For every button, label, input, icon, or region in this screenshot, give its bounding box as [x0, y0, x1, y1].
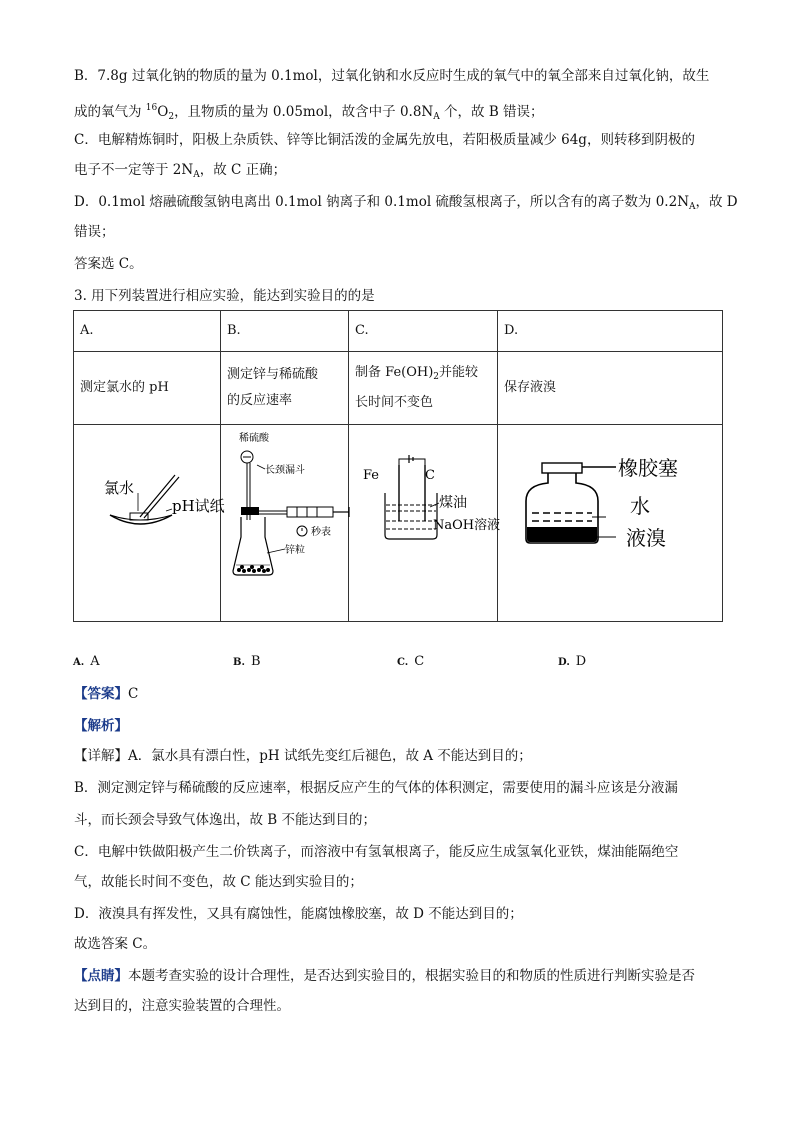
- detail-b-line2: 斗，而长颈会导致气体逸出，故 B 不能达到目的；: [74, 812, 377, 828]
- figure-c: [349, 425, 501, 622]
- label-c: C: [425, 468, 435, 483]
- label-stopwatch: 秒表: [311, 527, 331, 538]
- explanation-c-line1: C．电解精炼铜时，阳极上杂质铁、锌等比铜活泼的金属先放电，若阳极质量减少 64g，则转移到阴极的: [74, 132, 695, 148]
- explanation-c-line2: 电子不一定等于 $2N_A$，故 C 正确；: [74, 162, 287, 180]
- header-d: D.: [498, 311, 723, 352]
- watch-glass-figure: [80, 425, 227, 611]
- purpose-c: 制备 $Fe(OH)_2$并能较 长时间不变色: [349, 352, 498, 425]
- choice-a[interactable]: A. A: [73, 654, 100, 669]
- choice-d[interactable]: D. D: [558, 654, 587, 669]
- bromine-bottle-figure: [504, 425, 729, 611]
- rubber-stopper: [542, 463, 582, 473]
- detail-c-line2: 气，故能长时间不变色，故 C 能达到实验目的；: [74, 874, 363, 890]
- label-dilute-acid: 稀硫酸: [239, 433, 269, 444]
- purpose-d: 保存液溴: [498, 352, 723, 425]
- comment-line2: 达到目的，注意实验装置的合理性。: [74, 998, 290, 1014]
- explanation-d-line1: D．0.1mol 熔融硫酸氢钠电离出 0.1mol 钠离子和 0.1mol 硫酸氢根离子，所以含有的离子数为 $0.2N_A$，故 D: [74, 194, 738, 212]
- explanation-answer: 答案选 C。: [74, 256, 143, 272]
- bromine-liquid: [527, 527, 597, 542]
- header-c: C.: [349, 311, 498, 352]
- comment-line1: 【点睛】本题考查实验的设计合理性，是否达到实验目的，根据实验目的和物质的性质进行判断实验是否: [74, 968, 695, 984]
- label-kerosene: 煤油: [439, 495, 467, 511]
- reaction-rate-figure: [227, 425, 355, 611]
- detail-d: D．液溴具有挥发性，又具有腐蚀性，能腐蚀橡胶塞，故 D 不能达到目的；: [74, 906, 523, 922]
- label-fe: Fe: [363, 468, 380, 483]
- header-a: A.: [74, 311, 221, 352]
- label-zinc: 锌粒: [285, 545, 305, 556]
- label-naoh: NaOH溶液: [433, 518, 501, 533]
- explanation-b-line2: 成的氧气为 $^{16}O_2$，且物质的量为 0.05mol，故含中子 $0.8N_A$ 个，故 B 错误；: [74, 103, 544, 122]
- detail-c-line1: C．电解中铁做阳极产生二价铁离子，而溶液中有氢氧根离子，能反应生成氢氧化亚铁，煤油能隔绝空: [74, 844, 679, 860]
- detail-a: 【详解】A．氯水具有漂白性，pH 试纸先变红后褪色，故 A 不能达到目的；: [74, 748, 532, 764]
- final-answer: 故选答案 C。: [74, 936, 157, 952]
- label-rubber-stopper: 橡胶塞: [618, 456, 678, 480]
- analysis-tag: 【解析】: [74, 718, 128, 734]
- purpose-b: 测定锌与稀硫酸 的反应速率: [221, 352, 349, 425]
- label-funnel: 长颈漏斗: [265, 465, 305, 476]
- figure-a: [74, 425, 225, 622]
- figure-b: [221, 425, 349, 622]
- detail-b-line1: B．测定测定锌与稀硫酸的反应速率，根据反应产生的气体的体积测定，需要使用的漏斗应该是分液漏: [74, 780, 678, 796]
- label-chlorine-water: 氯水: [104, 479, 135, 497]
- choice-b[interactable]: B. B: [233, 654, 261, 669]
- label-bromine: 液溴: [626, 526, 666, 550]
- explanation-d-line2: 错误；: [74, 224, 115, 240]
- figure-d: [498, 425, 723, 622]
- purpose-a: 测定氯水的 pH: [74, 352, 221, 425]
- header-b: B.: [221, 311, 349, 352]
- options-table: [73, 310, 723, 622]
- answer-line: 【答案】C: [74, 686, 139, 702]
- label-ph-paper: pH试纸: [172, 497, 225, 515]
- electrolysis-figure: [355, 425, 504, 611]
- question-stem: 3. 用下列装置进行相应实验，能达到实验目的的是: [74, 288, 375, 304]
- label-water: 水: [630, 494, 650, 518]
- explanation-b-line1: B．7.8g 过氧化钠的物质的量为 0.1mol，过氧化钠和水反应时生成的氧气中的氧全部来自过氧化钠，故生: [74, 68, 710, 84]
- choice-c[interactable]: C. C: [397, 654, 425, 669]
